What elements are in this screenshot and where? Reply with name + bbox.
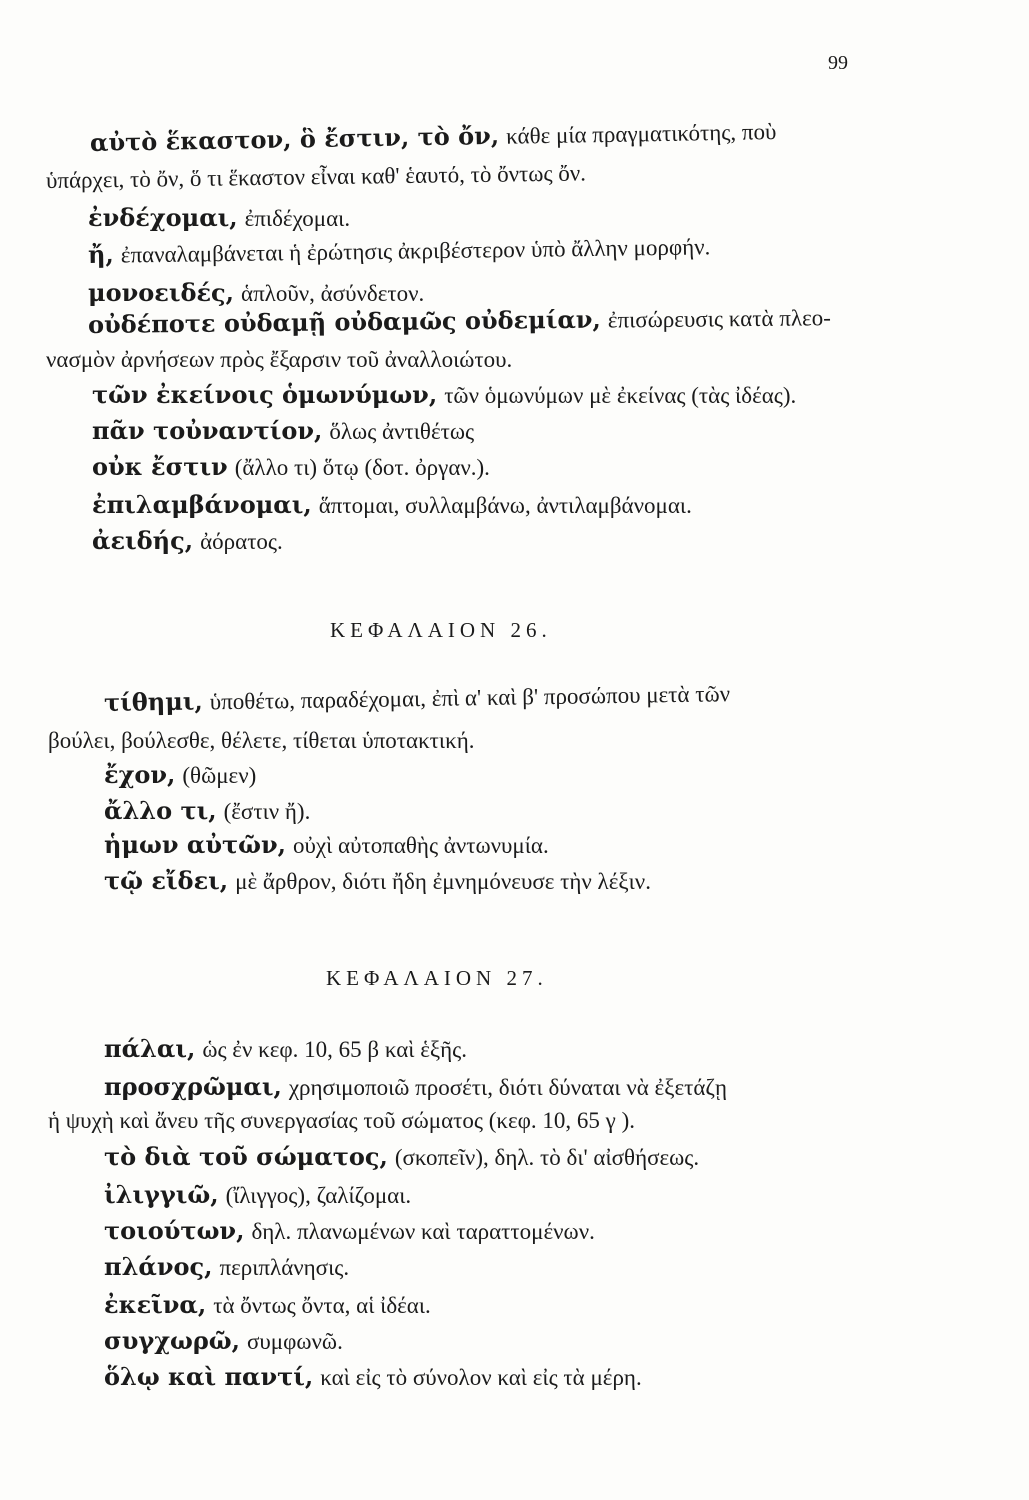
- entry-term: ἄλλο τι,: [104, 796, 217, 825]
- entry-gloss: ὑποθέτω, παραδέχομαι, ἐπὶ α' καὶ β' προσώπου μετὰ τῶν: [209, 681, 731, 715]
- entry-term: ἐκεῖνα,: [104, 1290, 207, 1319]
- entry-term: τὸ διὰ τοῦ σώματος,: [104, 1142, 388, 1171]
- entry-gloss: (ἔστιν ἤ).: [223, 799, 311, 824]
- entry-gloss: καὶ εἰς τὸ σύνολον καὶ εἰς τὰ μέρη.: [320, 1365, 642, 1390]
- entry-term: ἐνδέχομαι,: [88, 203, 238, 232]
- entry-line: [88, 231, 711, 272]
- entry-gloss: τῶν ὁμωνύμων μὲ ἐκείνας (τὰς ἰδέας).: [444, 383, 797, 408]
- entry-term: οὐκ ἔστιν: [92, 452, 228, 481]
- entry-term: ἰλιγγιῶ,: [104, 1180, 219, 1209]
- entry-line: [104, 1034, 467, 1066]
- entry-line: [88, 302, 831, 342]
- entry-line: [104, 760, 256, 792]
- entry-gloss: οὐχὶ αὐτοπαθὴς ἀντωνυμία.: [293, 833, 549, 858]
- entry-gloss: μὲ ἄρθρον, διότι ἤδη ἐμνημόνευσε τὴν λέξιν.: [235, 869, 651, 894]
- entry-gloss: ἐπιδέχομαι.: [244, 206, 351, 231]
- entry-term: προσχρῶμαι,: [104, 1072, 282, 1101]
- entry-line: [104, 1326, 343, 1358]
- entry-line: [104, 1180, 411, 1212]
- entry-gloss: ἅπτομαι, συλλαμβάνω, ἀντιλαμβάνομαι.: [318, 493, 692, 518]
- entry-line: [88, 203, 350, 235]
- entry-gloss: ὡς ἐν κεφ. 10, 65 β καὶ ἑξῆς.: [202, 1037, 468, 1062]
- entry-gloss: ἀόρατος.: [200, 529, 283, 554]
- entry-line: [90, 116, 777, 160]
- entry-line: [104, 796, 310, 828]
- entry-term: ἡμων αὐτῶν,: [104, 830, 287, 859]
- entry-term: τίθημι,: [103, 686, 203, 717]
- entry-gloss: νασμὸν ἀρνήσεων πρὸς ἔξαρσιν τοῦ ἀναλλοιώτου.: [46, 347, 513, 372]
- entry-term: συγχωρῶ,: [104, 1326, 240, 1355]
- entry-term: ὅλῳ καὶ παντί,: [104, 1362, 314, 1391]
- entry-line: [104, 1216, 595, 1248]
- entry-line: [104, 1362, 642, 1394]
- entry-line: [104, 1290, 431, 1322]
- entry-line: [104, 678, 731, 720]
- entry-term: τοιούτων,: [104, 1216, 245, 1245]
- entry-line: [92, 416, 474, 448]
- entry-line: [88, 278, 424, 310]
- entry-term: ἐπιλαμβάνομαι,: [92, 490, 312, 519]
- entry-term: ἀειδής,: [92, 526, 194, 555]
- entry-term: πᾶν τοὐναντίον,: [92, 416, 323, 445]
- entry-gloss: ὅλως ἀντιθέτως: [329, 419, 475, 444]
- entry-term: αὐτὸ ἕκαστον, ὃ ἔστιν, τὸ ὄν,: [89, 120, 500, 157]
- entry-continuation: [48, 1106, 635, 1137]
- page-number: 99: [828, 52, 848, 74]
- entry-gloss: (ἄλλο τι) ὅτῳ (δοτ. ὀργαν.).: [234, 455, 490, 480]
- chapter-26-heading: ΚΕΦΑΛΑΙΟΝ 26.: [330, 618, 552, 642]
- entry-line: [104, 830, 549, 862]
- entry-continuation: [46, 158, 586, 197]
- entry-term: οὐδέποτε οὐδαμῇ οὐδαμῶς οὐδεμίαν,: [87, 304, 601, 339]
- entry-term: πάλαι,: [104, 1034, 196, 1063]
- entry-term: τῷ εἴδει,: [104, 866, 229, 895]
- entry-gloss: δηλ. πλανωμένων καὶ ταραττομένων.: [251, 1219, 595, 1244]
- entry-line: [92, 380, 796, 412]
- entry-gloss: περιπλάνησις.: [219, 1255, 350, 1280]
- entry-gloss: ἁπλοῦν, ἀσύνδετον.: [241, 281, 425, 306]
- entry-gloss: τὰ ὄντως ὄντα, αἱ ἰδέαι.: [213, 1293, 431, 1318]
- entry-line: [104, 1072, 727, 1104]
- entry-term: τῶν ἐκείνοις ὁμωνύμων,: [92, 380, 438, 409]
- entry-gloss: ἐπισώρευσις κατὰ πλεο-: [607, 305, 831, 333]
- entry-line: [104, 1142, 699, 1174]
- entry-line: [92, 526, 283, 558]
- entry-gloss: ἡ ψυχὴ καὶ ἄνευ τῆς συνεργασίας τοῦ σώματος (κεφ. 10, 65 γ ).: [48, 1108, 635, 1133]
- entry-term: μονοειδές,: [88, 278, 235, 307]
- entry-gloss: κάθε μία πραγματικότης, ποὺ: [505, 119, 777, 149]
- entry-gloss: ὑπάρχει, τὸ ὄν, ὅ τι ἕκαστον εἶναι καθ' ἑαυτό, τὸ ὄντως ὄν.: [45, 160, 587, 193]
- entry-gloss: χρησιμοποιῶ προσέτι, διότι δύναται νὰ ἐξετάζῃ: [288, 1075, 727, 1100]
- entry-line: [104, 1252, 349, 1284]
- entry-line: [92, 452, 490, 484]
- entry-gloss: ἐπαναλαμβάνεται ἡ ἐρώτησις ἀκριβέστερον ὑπὸ ἄλλην μορφήν.: [120, 234, 711, 268]
- entry-gloss: (θῶμεν): [182, 763, 257, 788]
- entry-line: [92, 490, 692, 522]
- chapter-27-heading: ΚΕΦΑΛΑΙΟΝ 27.: [326, 966, 548, 990]
- entry-term: ἤ,: [87, 239, 114, 269]
- entry-line: [104, 866, 651, 898]
- entry-gloss: (σκοπεῖν), δηλ. τὸ δι' αἰσθήσεως.: [394, 1145, 700, 1170]
- entry-term: ἔχον,: [104, 760, 176, 789]
- entry-continuation: [48, 726, 474, 757]
- entry-gloss: βούλει, βούλεσθε, θέλετε, τίθεται ὑποτακτική.: [48, 728, 475, 753]
- entry-gloss: συμφωνῶ.: [247, 1329, 343, 1354]
- entry-gloss: (ἴλιγγος), ζαλίζομαι.: [225, 1183, 412, 1208]
- entry-term: πλάνος,: [104, 1252, 213, 1281]
- entry-continuation: [46, 345, 512, 376]
